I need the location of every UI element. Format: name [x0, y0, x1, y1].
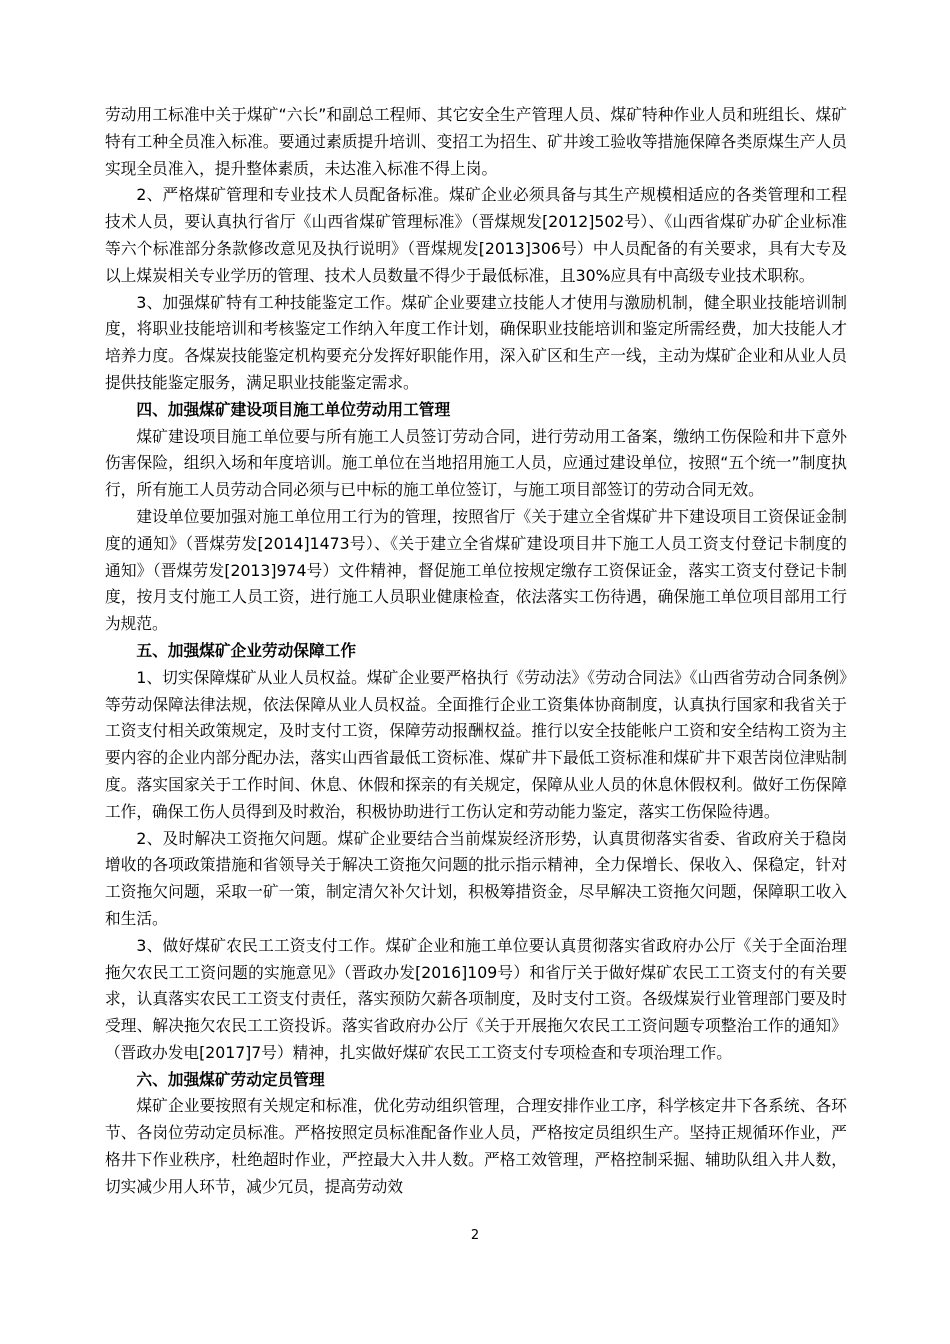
section-heading-4: 四、加强煤矿建设项目施工单位劳动用工管理 — [136, 399, 451, 419]
section-heading-6: 六、加强煤矿劳动定员管理 — [136, 1069, 325, 1089]
section-heading-5: 五、加强煤矿企业劳动保障工作 — [136, 640, 357, 660]
paragraph-staffing: 煤矿企业要按照有关规定和标准，优化劳动组织管理，合理安排作业工序，科学核定井下各系统、各环节、各岗位劳动定员标准。严格按照定员标准配备作业人员，严格按定员组织生产。坚持正规循环作业，严格井下作业秩序，杜绝超时作业，严控最大入井人数。严格工效管理，严格控制采掘、辅助队组入井人数，切实减少用人环节，减少冗员，提高劳动效 — [105, 1096, 847, 1196]
paragraph-migrant-wages: 3、做好煤矿农民工工资支付工作。煤矿企业和施工单位要认真贯彻落实省政府办公厅《关于全面治理拖欠农民工工资问题的实施意见》（晋政办发[2016]109号）和省厅关于做好煤矿农民工工资支付的有关要求，认真落实农民工工资支付责任，落实预防欠薪各项制度，及时支付工资。各级煤炭行业管理部门要及时受理、解决拖欠农民工工资投诉。落实省政府办公厅《关于开展拖欠农民工工资问题专项整治工作的通知》（晋政办发电[2017]7号）精神，扎实做好煤矿农民工工资支付专项检查和专项治理工作。 — [105, 935, 847, 1062]
paragraph-construction-management: 建设单位要加强对施工单位用工行为的管理，按照省厅《关于建立全省煤矿井下建设项目工资保证金制度的通知》（晋煤劳发[2014]1473号）、《关于建立全省煤矿建设项目井下施工人员工资支付登记卡制度的通知》（晋煤劳发[2013]974号）文件精神，督促施工单位按规定缴存工资保证金，落实工资支付登记卡制度，按月支付施工人员工资，进行施工人员职业健康检查，依法落实工伤待遇，确保施工单位项目部用工行为规范。 — [105, 506, 847, 634]
paragraph-rights: 1、切实保障煤矿从业人员权益。煤矿企业要严格执行《劳动法》《劳动合同法》《山西省劳动合同条例》等劳动保障法律法规，依法保障从业人员权益。全面推行企业工资集体协商制度，认真执行国家和我省关于工资支付相关政策规定，及时支付工资，保障劳动报酬权益。推行以安全技能帐户工资和安全结构工资为主要内容的企业内部分配办法，落实山西省最低工资标准、煤矿井下最低工资标准和煤矿井下艰苦岗位津贴制度。落实国家关于工作时间、休息、休假和探亲的有关规定，保障从业人员的休息休假权利。做好工伤保障工作，确保工伤人员得到及时救治，积极协助进行工伤认定和劳动能力鉴定，落实工伤保险待遇。 — [105, 667, 847, 821]
page-number: 2 — [470, 1228, 480, 1243]
paragraph-item-2: 2、严格煤矿管理和专业技术人员配备标准。煤矿企业必须具备与其生产规模相适应的各类管理和工程技术人员，要认真执行省厅《山西省煤矿管理标准》（晋煤规发[2012]502号）、《山西省煤矿办矿企业标准等六个标准部分条款修改意见及执行说明》（晋煤规发[2013]306号）中人员配备的有关要求，具有大专及以上煤炭相关专业学历的管理、技术人员数量不得少于最低标准，且30%应具有中高级专业技术职称。 — [105, 185, 847, 285]
paragraph-continuation: 劳动用工标准中关于煤矿“六长”和副总工程师、其它安全生产管理人员、煤矿特种作业人员和班组长、煤矿特有工种全员准入标准。要通过素质提升培训、变招工为招生、矿井竣工验收等措施保障各类原煤生产人员实现全员准入，提升整体素质，未达准入标准不得上岗。 — [105, 105, 847, 178]
paragraph-item-3: 3、加强煤矿特有工种技能鉴定工作。煤矿企业要建立技能人才使用与激励机制，健全职业技能培训制度，将职业技能培训和考核鉴定工作纳入年度工作计划，确保职业技能培训和鉴定所需经费，加大技能人才培养力度。各煤炭技能鉴定机构要充分发挥好职能作用，深入矿区和生产一线，主动为煤矿企业和从业人员提供技能鉴定服务，满足职业技能鉴定需求。 — [105, 292, 847, 392]
paragraph-wage-arrears: 2、及时解决工资拖欠问题。煤矿企业要结合当前煤炭经济形势，认真贯彻落实省委、省政府关于稳岗增收的各项政策措施和省领导关于解决工资拖欠问题的批示指示精神，全力保增长、保收入、保稳定，针对工资拖欠问题，采取一矿一策，制定清欠补欠计划，积极筹措资金，尽早解决工资拖欠问题，保障职工收入和生活。 — [105, 828, 847, 928]
paragraph-construction-contracts: 煤矿建设项目施工单位要与所有施工人员签订劳动合同，进行劳动用工备案，缴纳工伤保险和井下意外伤害保险，组织入场和年度培训。施工单位在当地招用施工人员，应通过建设单位，按照“五个统一”制度执行，所有施工人员劳动合同必须与已中标的施工单位签订，与施工项目部签订的劳动合同无效。 — [105, 426, 847, 500]
document-body — [105, 102, 847, 1201]
